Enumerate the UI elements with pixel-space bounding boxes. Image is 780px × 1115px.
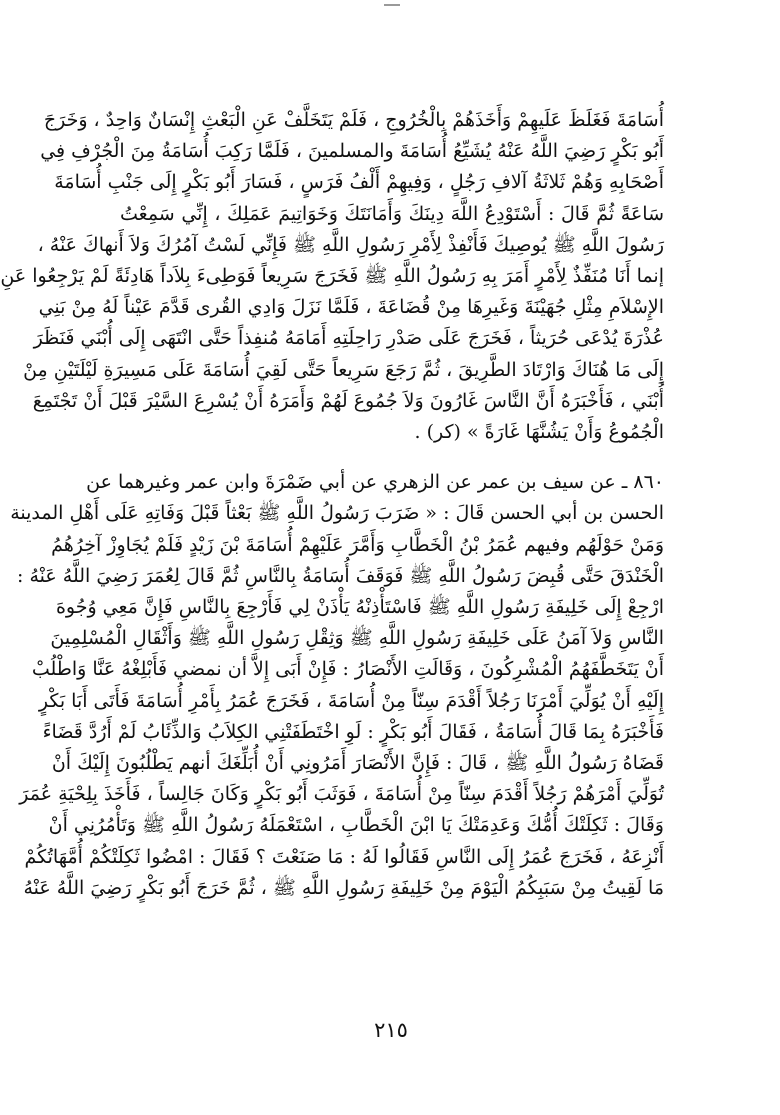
text-line: الحسن بن أبي الحسن قَالَ : « ضَرَبَ رَسُولُ اللَّهِ ﷺ بَعْثاً قَبْلَ وَفَاتِهِ عَلَى أَهْلِ المدينة	[10, 502, 664, 525]
text-line: النَّاسِ وَلاَ آمَنُ عَلَى خَلِيفَةِ رَسُولِ اللَّهِ ﷺ وَثِقْلِ رَسُولِ اللَّهِ ﷺ وَأَثْقَالِ الْمُسْلِمِينَ	[50, 627, 664, 650]
text-line: فَأَخْبَرَهُ بِمَا قَالَ أُسَامَةُ ، فَقَالَ أَبُو بَكْرٍ : لَوِ اخْتَطَفَتْنِي الكِلاَبُ وَالذِّئَابُ لَمْ أَرُدَّ قَضَاءً	[42, 720, 664, 743]
text-line: وَقَالَ : ثَكِلَتْكَ أُمُّكَ وَعَدِمَتْكَ يَا ابْنَ الْخَطَّابِ ، اسْتَعْمَلَهُ رَسُولُ اللَّهِ ﷺ وَتَأْمُرُنِي أَنْ	[48, 814, 664, 837]
text-line: أَنْ يَتَخَطَّفَهُمُ الْمُشْرِكُونَ ، وَقَالَتِ الأَنْصَارُ : فَإِنْ أَبَى إِلاَّ أن نمضي فَأَبْلِغْهُ عَنَّا وَاطْلُبْ	[31, 658, 664, 681]
text-line: إنما أَنَا مُنَفِّذٌ لِأَمْرٍ أَمَرَ بِهِ رَسُولُ اللَّهِ ﷺ فَخَرَجَ سَرِيعاً فَوَطِىءَ بِلاَداً هَادِئَةً لَمْ يَرْجِعُوا عَنِ	[0, 265, 664, 288]
text-line: مَا لَقِيتُ مِنْ سَبَبِكُمُ الْيَوْمَ مِنْ خَلِيفَةِ رَسُولِ اللَّهِ ﷺ ، ثُمَّ خَرَجَ أَبُو بَكْرٍ رَضِيَ اللَّهُ عَنْهُ	[23, 876, 664, 899]
text-line: رَسُولَ اللَّهِ ﷺ يُوصِيكَ فَأَنْفِذْ لِأَمْرِ رَسُولِ اللَّهِ ﷺ فَإِنِّي لَسْتُ آمُرُكَ وَلاَ أَنهاكَ عَنْهُ ،	[37, 233, 664, 256]
page-edge-mark	[384, 4, 400, 6]
text-line: قَضَاهُ رَسُولُ اللَّهِ ﷺ ، قَالَ : فَإِنَّ الأَنْصَارَ أَمَرُونِي أَنْ أُبَلِّغَكَ أنهم يَطْلُبُونَ إِلَيْكَ أَنْ	[51, 752, 664, 775]
text-line: أَنْزِعَهُ ، فَخَرَجَ عُمَرُ إِلَى النَّاسِ فَقَالُوا لَهُ : مَا صَنَعْتَ ؟ فَقَالَ : امْضُوا ثَكِلَتْكُمْ أُمَّهَاتُكُمْ	[24, 845, 664, 868]
text-line: أُسَامَةَ فَغَلَظَ عَلَيهِمْ وَأَخَذَهُمْ بِالْخُرُوجِ ، فَلَمْ يَتَخَلَّفْ عَنِ الْبَعْثِ إِنْسَانٌ وَاحِدٌ ، وَخَرَجَ	[43, 109, 664, 131]
text-line: إِلَى مَا هُنَاكَ وَارْتَادَ الطَّرِيقَ ، ثُمَّ رَجَعَ سَرِيعاً حَتَّى لَقِيَ أُسَامَةَ عَلَى مَسِيرَةِ لَيْلَتَيْنِ مِنْ	[23, 358, 664, 381]
text-line: وَمَنْ حَوْلَهُم وفيهم عُمَرُ بْنُ الْخَطَّابِ وَأَمَّرَ عَلَيْهِمْ أُسَامَةَ بْنَ زَيْدٍ فَلَمْ يُجَاوِزْ آخِرُهُمُ	[51, 533, 664, 556]
hadith-860-paragraph	[10, 467, 664, 904]
text-line: أَصْحَابِهِ وَهُمْ ثَلاثَةُ آلافِ رَجُلٍ ، وَفِيهِمْ أَلْفُ فَرَسٍ ، فَسَارَ أَبُو بَكْرٍ إِلَى جَنْبِ أُسَامَةَ	[54, 171, 664, 194]
text-line: أَبُو بَكْرٍ رَضِيَ اللَّهُ عَنْهُ يُشَيِّعُ أُسَامَةَ والمسلمينَ ، فَلَمَّا رَكِبَ أُسَامَةُ مِنَ الْجُرْفِ فِي	[40, 140, 664, 163]
narration-paragraph	[0, 105, 664, 448]
text-line: الْجُمُوعُ وَأَنْ يَشُنَّهَا غَارَةً » (كر) .	[414, 421, 664, 444]
text-line: سَاعَةً ثُمَّ قَالَ : أَسْتَوْدِعُ اللَّهَ دِينَكَ وَأَمَانَتَكَ وَخَوَاتِيمَ عَمَلِكَ ، إِنِّي سَمِعْتُ	[120, 202, 664, 225]
text-line: تُوَلِّيَ أَمْرَهُمْ رَجُلاً أَقْدَمَ سِنّاً مِنْ أُسَامَةَ ، فَوَثَبَ أَبُو بَكْرٍ وَكَانَ جَالِساً ، فَأَخَذَ بِلِحْيَةِ عُمَرَ	[19, 783, 664, 806]
text-line: أُبْنَي ، فَأَخْبَرَهُ أَنَّ النَّاسَ غَارُونَ وَلاَ جُمُوعَ لَهُمْ وَأَمَرَهُ أَنْ يُسْرِعَ السَّيْرَ قَبْلَ أَنْ تَجْتَمِعَ	[32, 389, 664, 412]
book-page-body	[0, 105, 664, 904]
text-line: عُذْرَةَ يُدْعَى حُرَيثاً ، فَخَرَجَ عَلَى صَدْرِ رَاحِلَتِهِ أَمَامَهُ مُنفِذاً حَتَّى انْتَهَى إِلَى أُبْنَي فَنَظَرَ	[33, 327, 664, 350]
text-line: الإِسْلاَمِ مِثْلِ جُهَيْنَةَ وَغَيرِهَا مِنْ قُضَاعَةَ ، فَلَمَّا نَزَلَ وَادِي القُرى قَدَّمَ عَيْناً لَهُ مِنْ بَنِي	[38, 296, 664, 319]
text-line: إِلَيْهِ أَنْ يُوَلِّيَ أَمْرَنَا رَجُلاً أَقْدَمَ سِنّاً مِنْ أُسَامَةَ ، فَخَرَجَ عُمَرُ بِأَمْرِ أُسَامَةَ فَأَتَى أَبَا بَكْرٍ	[38, 689, 664, 712]
text-line: ارْجِعْ إِلَى خَلِيفَةِ رَسُولِ اللَّهِ ﷺ فَاسْتَأْذِنْهُ يَأْذَنْ لِي فَأَرْجِعَ بِالنَّاسِ فَإِنَّ مَعِي وُجُوهَ	[55, 596, 664, 619]
hadith-heading-line: ٨٦٠ ـ عن سيف بن عمر عن الزهري عن أبي ضَمْرَةَ وابن عمر وغيرهما عن	[86, 471, 664, 494]
text-line: الْخَنْدَقَ حَتَّى قُبِضَ رَسُولُ اللَّهِ ﷺ فَوَقَفَ أُسَامَةُ بِالنَّاسِ ثُمَّ قَالَ لِعُمَرَ رَضِيَ اللَّهُ عَنْهُ :	[17, 564, 664, 587]
page-number: ٢١٥	[374, 1018, 408, 1042]
